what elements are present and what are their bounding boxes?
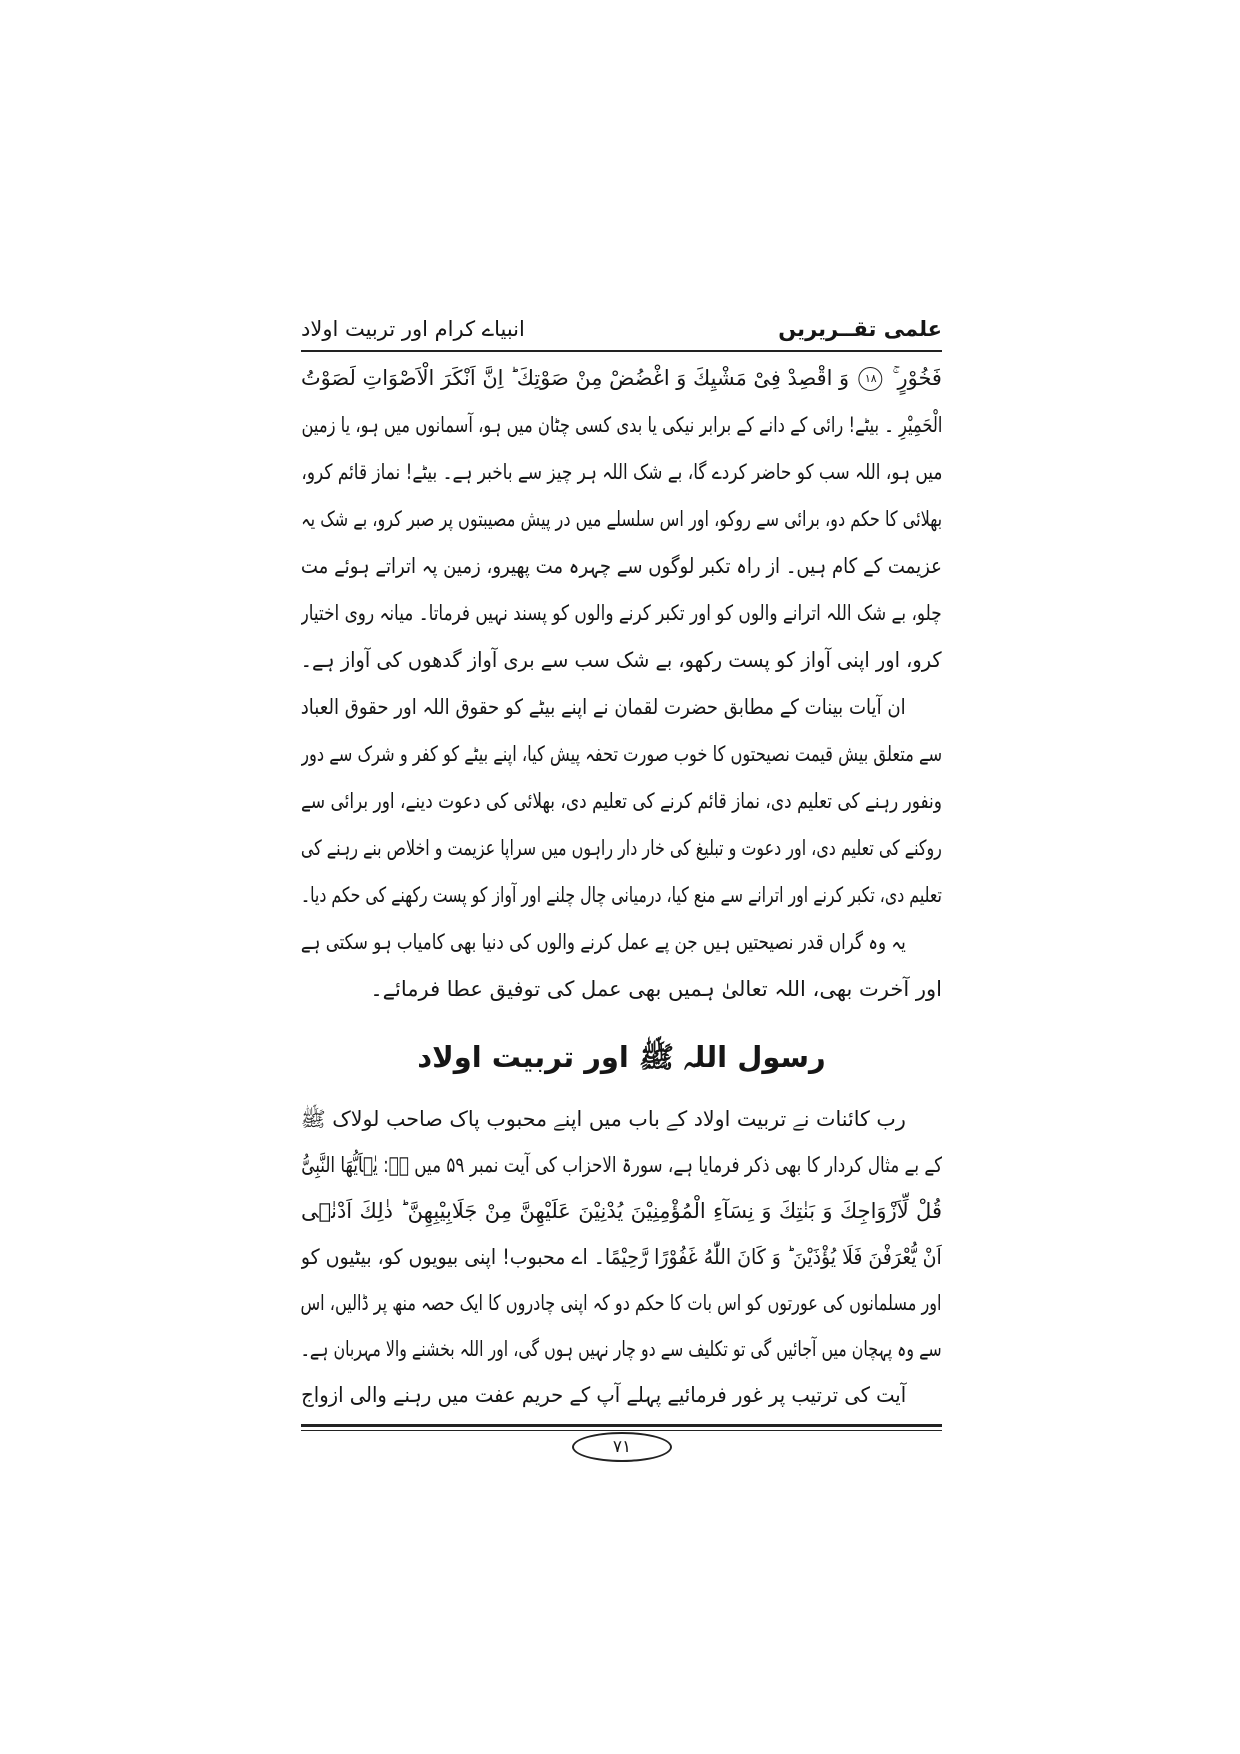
line-text: عزیمت کے کام ہیں۔ از راہ تکبر لوگوں سے چہرہ مت پھیرو، زمین پہ اتراتے ہوئے مت xyxy=(301,554,942,578)
page-number: ۷۱ xyxy=(572,1432,672,1462)
line-text: آیت کی ترتیب پر غور فرمائیے پہلے آپ کے حریم عفت میں رہنے والی ازواج xyxy=(301,1383,906,1407)
text-line xyxy=(301,590,942,637)
line-text: ان آیات بینات کے مطابق حضرت لقمان نے اپنے بیٹے کو حقوق اللہ اور حقوق العباد xyxy=(301,695,906,719)
text-line xyxy=(301,449,942,496)
quran-text: وَ اقْصِدْ فِیْ مَشْیِكَ وَ اغْضُضْ مِنْ صَوْتِكَ ؕ اِنَّ اَنْكَرَ الْاَصْوَاتِ لَصَوْتُ xyxy=(301,366,850,390)
ayah-end-marker: ۱۸ xyxy=(859,367,883,391)
running-header-chapter-title: انبیاے کرام اور تربیت اولاد xyxy=(301,317,525,341)
section-heading: رسول اللہ ﷺ اور تربیت اولاد xyxy=(417,1040,826,1074)
line-text: اَنْ یُّعْرَفْنَ فَلَا یُؤْذَیْنَ ؕ وَ كَانَ اللّٰهُ غَفُوْرًا رَّحِیْمًا۔ اے محبوب! اپنی بیویوں کو، بیٹیوں کو xyxy=(301,1245,942,1269)
text-line xyxy=(301,1326,942,1373)
running-header-book-title: علمی تقــریریں xyxy=(778,317,942,341)
text-line xyxy=(301,966,942,1013)
line-text: اور آخرت بھی، اللہ تعالیٰ ہمیں بھی عمل کی توفیق عطا فرمائے۔ xyxy=(370,977,942,1001)
text-line xyxy=(301,778,942,825)
line-text: کرو، اور اپنی آواز کو پست رکھو، بے شک سب سے بری آواز گدھوں کی آواز ہے۔ xyxy=(301,648,942,672)
text-line xyxy=(301,1142,942,1189)
line-text: تعلیم دی، تکبر کرنے اور اترانے سے منع کیا، درمیانی چال چلنے اور آواز کو پست رکھنے کی حکم دیا۔ xyxy=(301,883,942,907)
text-line xyxy=(301,1096,942,1143)
quran-text: فَخُوْرٍ ۚ xyxy=(892,366,942,390)
line-text: قُلْ لِّاَزْوَاجِكَ وَ بَنٰتِكَ وَ نِسَآءِ الْمُؤْمِنِیْنَ یُدْنِیْنَ عَلَیْهِنَّ مِنْ جَلَابِیْبِهِنَّ ؕ ذٰلِكَ اَدْنٰۤی xyxy=(301,1199,942,1223)
text-line xyxy=(301,355,942,402)
line-text: میں ہو، اللہ سب کو حاضر کردے گا، بے شک اللہ ہر چیز سے باخبر ہے۔ بیٹے! نماز قائم کرو، xyxy=(301,460,942,484)
line-text: رب کائنات نے تربیت اولاد کے باب میں اپنے محبوب پاک صاحب لولاک ﷺ xyxy=(301,1107,906,1131)
text-line xyxy=(301,872,942,919)
text-line xyxy=(301,919,942,966)
line-text: چلو، بے شک اللہ اترانے والوں کو اور تکبر کرنے والوں کو پسند نہیں فرماتا۔ میانہ روی اختیار xyxy=(301,601,942,625)
header-rule xyxy=(301,350,942,352)
line-text: ونفور رہنے کی تعلیم دی، نماز قائم کرنے کی تعلیم دی، بھلائی کی دعوت دینے، اور برائی سے xyxy=(301,789,942,813)
text-line xyxy=(301,402,942,449)
text-line xyxy=(301,731,942,778)
text-line xyxy=(301,1234,942,1281)
footer-rule-thin xyxy=(301,1430,942,1431)
line-text: روکنے کی تعلیم دی، اور دعوت و تبلیغ کی خار دار راہوں میں سراپا عزیمت و اخلاص بنے رہنے کی xyxy=(301,836,942,860)
line-text: کے بے مثال کردار کا بھی ذکر فرمایا ہے، سورۃ الاحزاب کی آیت نمبر ۵۹ میں ہے: یٰۤاَیُّهَا النَّبِیُّ xyxy=(301,1153,942,1177)
line-text: یہ وہ گراں قدر نصیحتیں ہیں جن پے عمل کرنے والوں کی دنیا بھی کامیاب ہو سکتی ہے xyxy=(301,930,906,954)
text-line xyxy=(301,825,942,872)
line-text: اور مسلمانوں کی عورتوں کو اس بات کا حکم دو کہ اپنی چادروں کا ایک حصہ منھ پر ڈالیں، اس xyxy=(301,1291,942,1315)
text-line xyxy=(301,496,942,543)
line-text: الْحَمِیْرِ ۔ بیٹے! رائی کے دانے کے برابر نیکی یا بدی کسی چٹان میں ہو، آسمانوں میں ہو، یا زمین xyxy=(301,413,942,437)
footer-rule-thick xyxy=(301,1424,942,1427)
quran-line xyxy=(301,355,942,402)
text-line xyxy=(301,684,942,731)
text-line xyxy=(301,1280,942,1327)
line-text: سے وہ پہچان میں آجائیں گی تو تکلیف سے دو چار نہیں ہوں گی، اور اللہ بخشنے والا مہربان ہے۔ xyxy=(301,1337,942,1361)
line-text: سے متعلق بیش قیمت نصیحتوں کا خوب صورت تحفہ پیش کیا، اپنے بیٹے کو کفر و شرک سے دور xyxy=(301,742,942,766)
text-line xyxy=(301,543,942,590)
text-line xyxy=(301,637,942,684)
text-line xyxy=(301,1372,942,1419)
text-line xyxy=(301,1188,942,1235)
line-text: بھلائی کا حکم دو، برائی سے روکو، اور اس سلسلے میں در پیش مصیبتوں پر صبر کرو، بے شک یہ xyxy=(301,507,942,531)
